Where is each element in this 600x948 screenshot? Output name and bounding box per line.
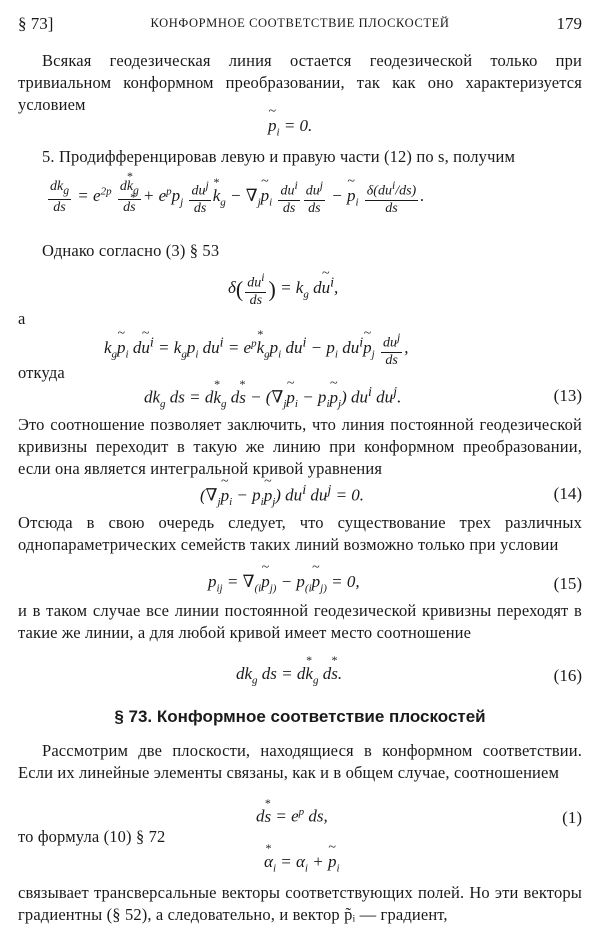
paragraph-geodesic: Всякая геодезическая линия остается геодезической только при тривиальном конформном преобразовании, так как оно характеризуется условием <box>18 51 582 114</box>
running-header <box>18 14 582 36</box>
eq-number-15: (15) <box>553 574 582 593</box>
paragraph-families: Отсюда в свою очередь следует, что существование трех различных однопараметрических семейств таких линий возможно только при условии <box>18 513 582 554</box>
header-title: КОНФОРМНОЕ СООТВЕТСТВИЕ ПЛОСКОСТЕЙ <box>150 16 450 30</box>
equation-dkg-ds: $\frac{dk_g}{ds}$ = $e^{2p}$ $\frac{d* k_g}{d* s}$ + $e^pp_j$ $\frac{du^j}{ds}$ * $k_g$ − $\nabla_j\sim$ $p_i$ $\frac{du^i}{ds}$ $\frac{du^j}{ds}$ − ~ $p_i$ $\frac{\delta(du^i/ds)}{ds}$ . <box>46 178 424 217</box>
header-section: § 73] <box>18 14 54 33</box>
paragraph-relation: Это соотношение позволяет заключить, что линия постоянной геодезической кривизны переходит в такую же линию при конформном преобразовании, если она является интегральной кривой уравнения <box>18 415 582 478</box>
equation-16: $dk_g$ ds = d* $k_g$ d* s. <box>236 664 342 686</box>
eq-number-16: (16) <box>553 666 582 685</box>
equation-15: $p_{ij}$ = $\nabla_{(i}\sim$ $p_{j)}$ − $p_{(i}\sim$ $p_{j)} = 0$, <box>208 572 360 594</box>
paragraph-consider: Рассмотрим две плоскости, находящиеся в конформном соответствии. Если их линейные элементы связаны, как и в общем случае, соотношением <box>18 741 582 782</box>
eq-number-14: (14) <box>553 484 582 503</box>
paragraph-however: Однако согласно (3) § 53 <box>42 241 220 260</box>
equation-14: ($\nabla_j\sim$ $p_i$ − $p_i\sim$ $p_j$) $du^i$ $du^j = 0$. <box>200 482 364 508</box>
equation-p-zero: ~ $p_i = 0$. <box>268 116 312 138</box>
eq-number-13: (13) <box>553 386 582 405</box>
word-a: а <box>18 309 26 328</box>
paragraph-curvature: и в таком случае все линии постоянной геодезической кривизны переходят в такие же линии, а для любой кривой имеет место соотношение <box>18 601 582 642</box>
equation-alpha: * $\alpha_i = \alpha_i$ + ~ $p_i$ <box>264 852 340 874</box>
word-otkuda: откуда <box>18 363 65 382</box>
eq-number-1: (1) <box>562 808 582 827</box>
paragraph-differentiate: 5. Продифференцировав левую и правую части (12) по s, получим <box>42 147 516 166</box>
paragraph-formula: то формула (10) § 72 <box>18 827 166 846</box>
equation-kg-p: $k_g\sim$ $p_i$ d~ $u^i = k_gp_i$ $du^i = e^p*$ $k_gp_i$ $du^i - p_i$ $du^i\sim$ $p_j$ $\frac{du^j}{ds}$ , <box>104 330 408 369</box>
equation-delta: δ( $\frac{du^i}{ds}$ ) = $k_g$ d~ $u^i$, <box>228 270 338 309</box>
equation-13: $dk_g$ ds = d* $k_g$ d* $s - (\nabla_j\sim$ $p_i$ − $p_i\sim$ $p_j$) $du^i$ $du^j$. <box>144 384 401 410</box>
equation-1: d* $s = e^p$ ds, <box>256 806 328 827</box>
page-number: 179 <box>556 14 582 33</box>
section-heading: § 73. Конформное соответствие плоскостей <box>114 707 486 726</box>
paragraph-transversal: связывает трансверсальные векторы соответствующих полей. Но эти векторы градиентны (§ 52), а следовательно, и вектор p̃ᵢ — градиент, <box>18 883 582 924</box>
